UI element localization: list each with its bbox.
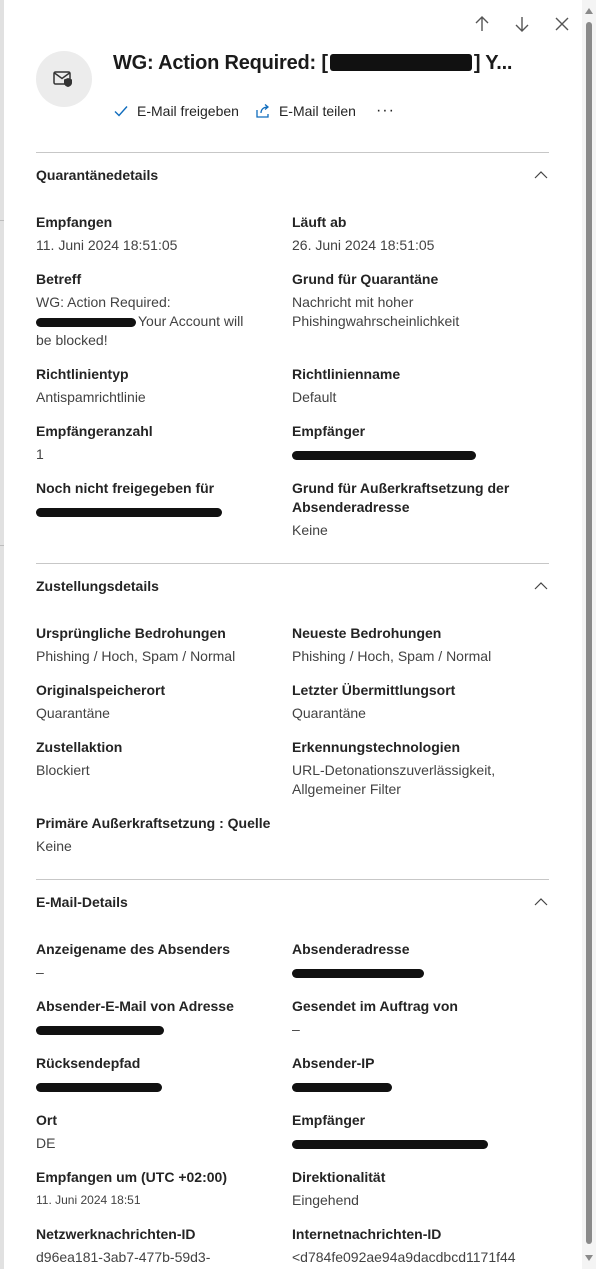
value-line: URL-Detonationszuverlässigkeit, [292,762,496,778]
chevron-up-icon[interactable] [533,894,549,910]
release-email-button[interactable] [113,103,239,119]
scroll-down-arrow-icon[interactable] [585,1255,593,1261]
field-label: Betreff [36,271,82,287]
redacted-text [36,318,136,327]
field-label: Primäre Außerkraftsetzung : Quelle [36,815,271,831]
delivery-action-field [36,738,276,780]
not-released-field [36,479,276,521]
chevron-up-icon[interactable] [533,167,549,183]
field-label: Empfangen um (UTC +02:00) [36,1169,227,1185]
field-value: Antispamrichtlinie [36,389,146,405]
field-label: Ort [36,1112,57,1128]
redacted-text [292,969,424,978]
share-icon [255,103,271,119]
field-value [36,293,276,350]
redacted-text [36,1083,162,1092]
field-value: 11. Juni 2024 18:51 [36,1193,141,1207]
email-details-section [36,879,549,924]
quarantine-details-section [36,152,549,197]
field-label: Erkennungstechnologien [292,739,461,755]
field-label: Absenderadresse [292,941,410,957]
field-label: Richtlinientyp [36,366,129,382]
received-field [36,213,276,255]
close-icon [553,15,571,33]
redacted-text [36,508,222,517]
received-at-field [36,1168,276,1210]
title-prefix: WG: Action Required: [ [113,52,328,74]
field-value [36,502,276,521]
field-label: Gesendet im Auftrag von [292,998,458,1014]
field-value: Default [292,389,337,405]
quarantine-reason-field [292,270,532,331]
field-label: Letzter Übermittlungsort [292,682,456,698]
field-value: Phishing / Hoch, Spam / Normal [36,648,236,664]
value-line: Allgemeiner Filter [292,781,401,797]
field-value: 26. Juni 2024 18:51:05 [292,237,435,253]
field-label: Absender-IP [292,1055,375,1071]
policy-name-field [292,365,532,407]
sender-address-field [292,940,532,982]
original-location-field [36,681,276,723]
subject-line: WG: Action Required: [36,294,171,310]
field-value: <d784fe092ae94a9dacdbcd1171f44 [292,1249,516,1265]
recipient-field [292,422,532,464]
subject-line-text: Your Account will [138,313,244,329]
field-value: DE [36,1135,56,1151]
email-subject-title [113,52,512,75]
arrow-down-icon [513,15,531,33]
field-value [292,963,532,982]
field-value [292,1134,532,1153]
sender-override-field [292,479,542,540]
field-value [36,1020,276,1039]
previous-item-button[interactable] [470,12,494,36]
section-title: Quarantänedetails [36,167,159,183]
field-value: – [292,1021,300,1037]
release-email-label: E-Mail freigeben [137,103,239,119]
share-email-button[interactable] [255,103,356,119]
arrow-up-icon [473,15,491,33]
background-panel-edge [0,0,4,1269]
internet-message-id-field [292,1225,552,1267]
field-label: Ursprüngliche Bedrohungen [36,625,226,641]
reason-line: Nachricht mit hoher [292,294,414,310]
field-value: Quarantäne [292,705,366,721]
redacted-text [292,1140,488,1149]
policy-type-field [36,365,276,407]
reason-line: Phishingwahrscheinlichkeit [292,313,460,329]
field-value: 11. Juni 2024 18:51:05 [36,237,178,253]
field-label: Empfänger [292,423,366,439]
redacted-text [292,451,476,460]
field-label: Richtlinienname [292,366,401,382]
action-bar [113,102,395,120]
mail-shield-avatar [36,51,92,107]
delivery-details-section [36,563,549,608]
from-address-field [36,997,276,1039]
section-title: Zustellungsdetails [36,578,159,594]
field-label: Empfängeranzahl [36,423,153,439]
sender-display-name-field [36,940,276,982]
field-label: Grund für Quarantäne [292,271,439,287]
network-message-id-field [36,1225,276,1267]
next-item-button[interactable] [510,12,534,36]
directionality-field [292,1168,532,1210]
detection-technologies-field [292,738,542,799]
field-value: d96ea181-3ab7-477b-59d3- [36,1249,211,1265]
field-label: Originalspeicherort [36,682,166,698]
field-label: Anzeigename des Absenders [36,941,230,957]
field-label: Empfangen [36,214,113,230]
field-label: Läuft ab [292,214,347,230]
sender-ip-field [292,1054,532,1096]
sent-on-behalf-field [292,997,532,1039]
subject-field [36,270,276,350]
field-label: Empfänger [292,1112,366,1128]
field-value: – [36,964,44,980]
field-value: Blockiert [36,762,90,778]
field-value [292,1077,532,1096]
field-label: Rücksendepfad [36,1055,141,1071]
return-path-field [36,1054,276,1096]
field-value: Keine [36,838,72,854]
field-label [292,479,542,517]
more-actions-button[interactable]: ··· [375,102,395,119]
label-line: Absenderadresse [292,499,410,515]
field-label: Zustellaktion [36,739,123,755]
field-value [36,1077,276,1096]
share-email-label: E-Mail teilen [278,103,356,119]
scroll-up-arrow-icon[interactable] [585,8,593,14]
background-divider [0,545,4,546]
field-label: Netzwerknachrichten-ID [36,1226,196,1242]
field-value [292,293,532,331]
checkmark-icon [113,103,129,119]
quarantine-details-header[interactable] [36,153,549,197]
field-label: Absender-E-Mail von Adresse [36,998,234,1014]
redacted-text [292,1083,392,1092]
expires-field [292,213,532,255]
field-label: Noch nicht freigegeben für [36,480,215,496]
field-label: Direktionalität [292,1169,386,1185]
recipient-count-field [36,422,276,464]
vertical-scrollbar[interactable] [582,0,596,1269]
field-value: Phishing / Hoch, Spam / Normal [292,648,492,664]
redacted-title-part [330,54,472,71]
field-label: Internetnachrichten-ID [292,1226,442,1242]
field-label: Neueste Bedrohungen [292,625,442,641]
field-value [292,445,532,464]
subject-line [36,312,276,331]
field-value: Keine [292,522,328,538]
title-suffix: ] Y... [473,52,513,74]
scrollbar-thumb[interactable] [586,22,592,1244]
primary-override-field [36,814,336,856]
email-recipient-field [292,1111,532,1153]
chevron-up-icon[interactable] [533,578,549,594]
section-title: E-Mail-Details [36,894,128,910]
original-threats-field [36,624,276,666]
delivery-details-header[interactable] [36,564,549,608]
redacted-text [36,1026,164,1035]
close-button[interactable] [550,12,574,36]
location-field [36,1111,276,1153]
field-value: Eingehend [292,1192,359,1208]
subject-line: be blocked! [36,332,108,348]
mail-shield-icon [52,67,76,91]
field-value [292,761,542,799]
field-value: 1 [36,446,44,462]
latest-threats-field [292,624,532,666]
background-divider [0,220,4,221]
panel-navigation [470,12,574,36]
email-details-header[interactable] [36,880,549,924]
field-value: Quarantäne [36,705,110,721]
last-location-field [292,681,532,723]
label-line: Grund für Außerkraftsetzung der [292,480,510,496]
